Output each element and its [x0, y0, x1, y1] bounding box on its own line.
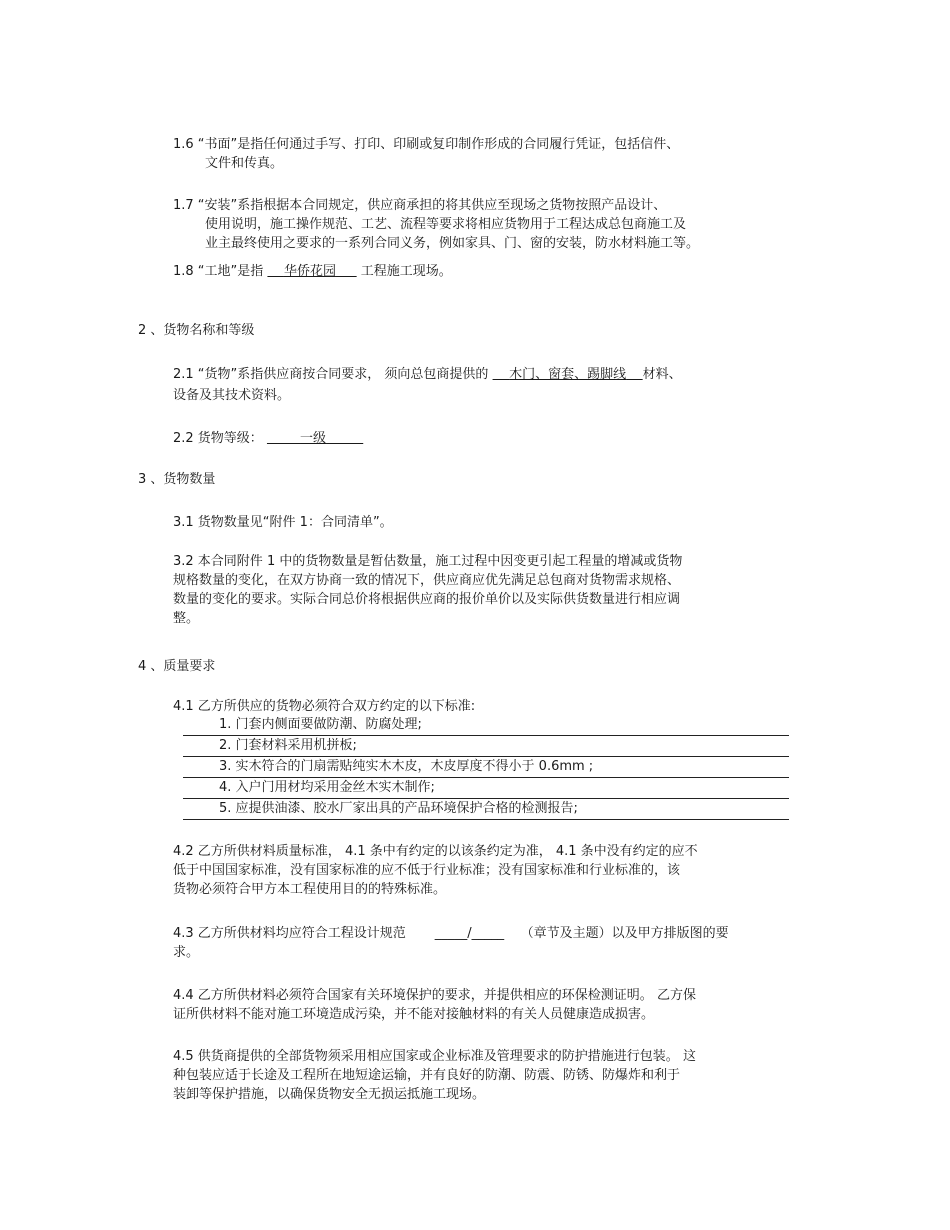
clause-line: 设备及其技术资料。: [173, 388, 291, 403]
goods-name-field: [493, 367, 643, 382]
clause-text: （章节及主题）以及甲方排版图的要: [520, 926, 729, 941]
clause-4-4: [173, 986, 696, 1024]
clause-line: 低于中国国家标准，没有国家标准的应不低于行业标准；没有国家标准和行业标准的，该: [173, 863, 681, 878]
grade-field: [267, 431, 363, 446]
standard-item-text: 2. 门套材料采用机拼板;: [219, 738, 357, 753]
site-name-field: [267, 264, 356, 279]
clause-1-8: [173, 262, 452, 281]
clause-1-7: [173, 196, 699, 253]
clause-line: 业主最终使用之要求的一系列合同义务，例如家具、门、窗的安装，防水材料施工等。: [205, 236, 700, 251]
site-name: 华侨花园: [283, 264, 336, 279]
clause-text: 工程施工现场。: [360, 264, 452, 279]
clause-1-6: [173, 135, 679, 173]
section-heading-4: 4 、质量要求: [138, 659, 216, 674]
clause-text: 4.3 乙方所供材料均应符合工程设计规范: [173, 926, 406, 941]
goods-name: 木门、窗套、踢脚线: [509, 367, 627, 382]
clause-text: 1.8 “工地”是指: [173, 264, 264, 279]
clause-line: 使用说明，施工操作规范、工艺、流程等要求将相应货物用于工程达成总包商施工及: [205, 217, 687, 232]
standard-item: [183, 800, 789, 820]
clause-line: 装卸等保护措施，以确保货物安全无损运抵施工现场。: [173, 1087, 486, 1102]
clause-text: 材料、: [642, 367, 682, 382]
clause-4-2: [173, 842, 698, 899]
standard-item-text: 1. 门套内侧面要做防潮、防腐处理;: [219, 717, 422, 732]
clause-3-1: 3.1 货物数量见“附件 1：合同清单”。: [173, 515, 393, 530]
clause-line: 求。: [173, 945, 200, 960]
section-heading-3: 3 、货物数量: [138, 472, 216, 487]
standard-item: [183, 779, 789, 799]
clause-line: [173, 924, 729, 943]
clause-4-5: [173, 1047, 696, 1104]
clause-line: 种包装应适于长途及工程所在地短途运输，并有良好的防潮、防震、防锈、防爆炸和利于: [173, 1068, 681, 1083]
clause-line: [173, 365, 682, 384]
clause-line: 4.2 乙方所供材料质量标准， 4.1 条中有约定的以该条约定为准， 4.1 条中没有约定的应不: [173, 844, 698, 859]
clause-line: 1.6 “书面”是指任何通过手写、打印、印刷或复印制作形成的合同履行凭证，包括信件、: [173, 137, 680, 152]
standard-item: [183, 758, 789, 778]
clause-line: 证所供材料不能对施工环境造成污染，并不能对接触材料的有关人员健康造成损害。: [173, 1007, 655, 1022]
clause-line: 4.4 乙方所供材料必须符合国家有关环境保护的要求，并提供相应的环保检测证明。 乙方保: [173, 988, 696, 1003]
standard-item: [183, 716, 789, 736]
clause-line: 规格数量的变化，在双方协商一致的情况下，供应商应优先满足总包商对货物需求规格、: [173, 573, 681, 588]
clause-line: 3.2 本合同附件 1 中的货物数量是暂估数量，施工过程中因变更引起工程量的增减或货物: [173, 554, 683, 569]
clause-line: 文件和传真。: [205, 156, 284, 171]
clause-4-1-intro: 4.1 乙方所供应的货物必须符合双方约定的以下标准:: [173, 699, 476, 714]
standard-item: [183, 737, 789, 757]
clause-line: 1.7 “安装”系指根据本合同规定，供应商承担的将其供应至现场之货物按照产品设计、: [173, 198, 667, 213]
standard-item-text: 3. 实木符合的门扇需贴纯实木木皮，木皮厚度不得小于 0.6mm ;: [219, 759, 594, 774]
clause-line: 4.5 供货商提供的全部货物须采用相应国家或企业标准及管理要求的防护措施进行包装。 这: [173, 1049, 696, 1064]
grade-value: 一级: [300, 431, 327, 446]
standard-item-text: 4. 入户门用材均采用金丝木实木制作;: [219, 780, 435, 795]
standard-item-text: 5. 应提供油漆、胶水厂家出具的产品环境保护合格的检测报告;: [219, 801, 578, 816]
clause-2-1: [173, 365, 682, 405]
section-heading-2: 2 、货物名称和等级: [138, 323, 255, 338]
clause-3-2: [173, 552, 682, 628]
clause-text: 2.1 “货物”系指供应商按合同要求， 须向总包商提供的: [173, 367, 489, 382]
clause-line: 整。: [173, 611, 200, 626]
clause-line: 货物必须符合甲方本工程使用目的的特殊标准。: [173, 882, 447, 897]
clause-text: 2.2 货物等级：: [173, 431, 263, 446]
spec-field: _____/_____: [434, 926, 505, 941]
clause-2-2: [173, 429, 363, 448]
clause-4-3: [173, 924, 729, 962]
clause-line: 数量的变化的要求。实际合同总价将根据供应商的报价单价以及实际供货数量进行相应调: [173, 592, 681, 607]
